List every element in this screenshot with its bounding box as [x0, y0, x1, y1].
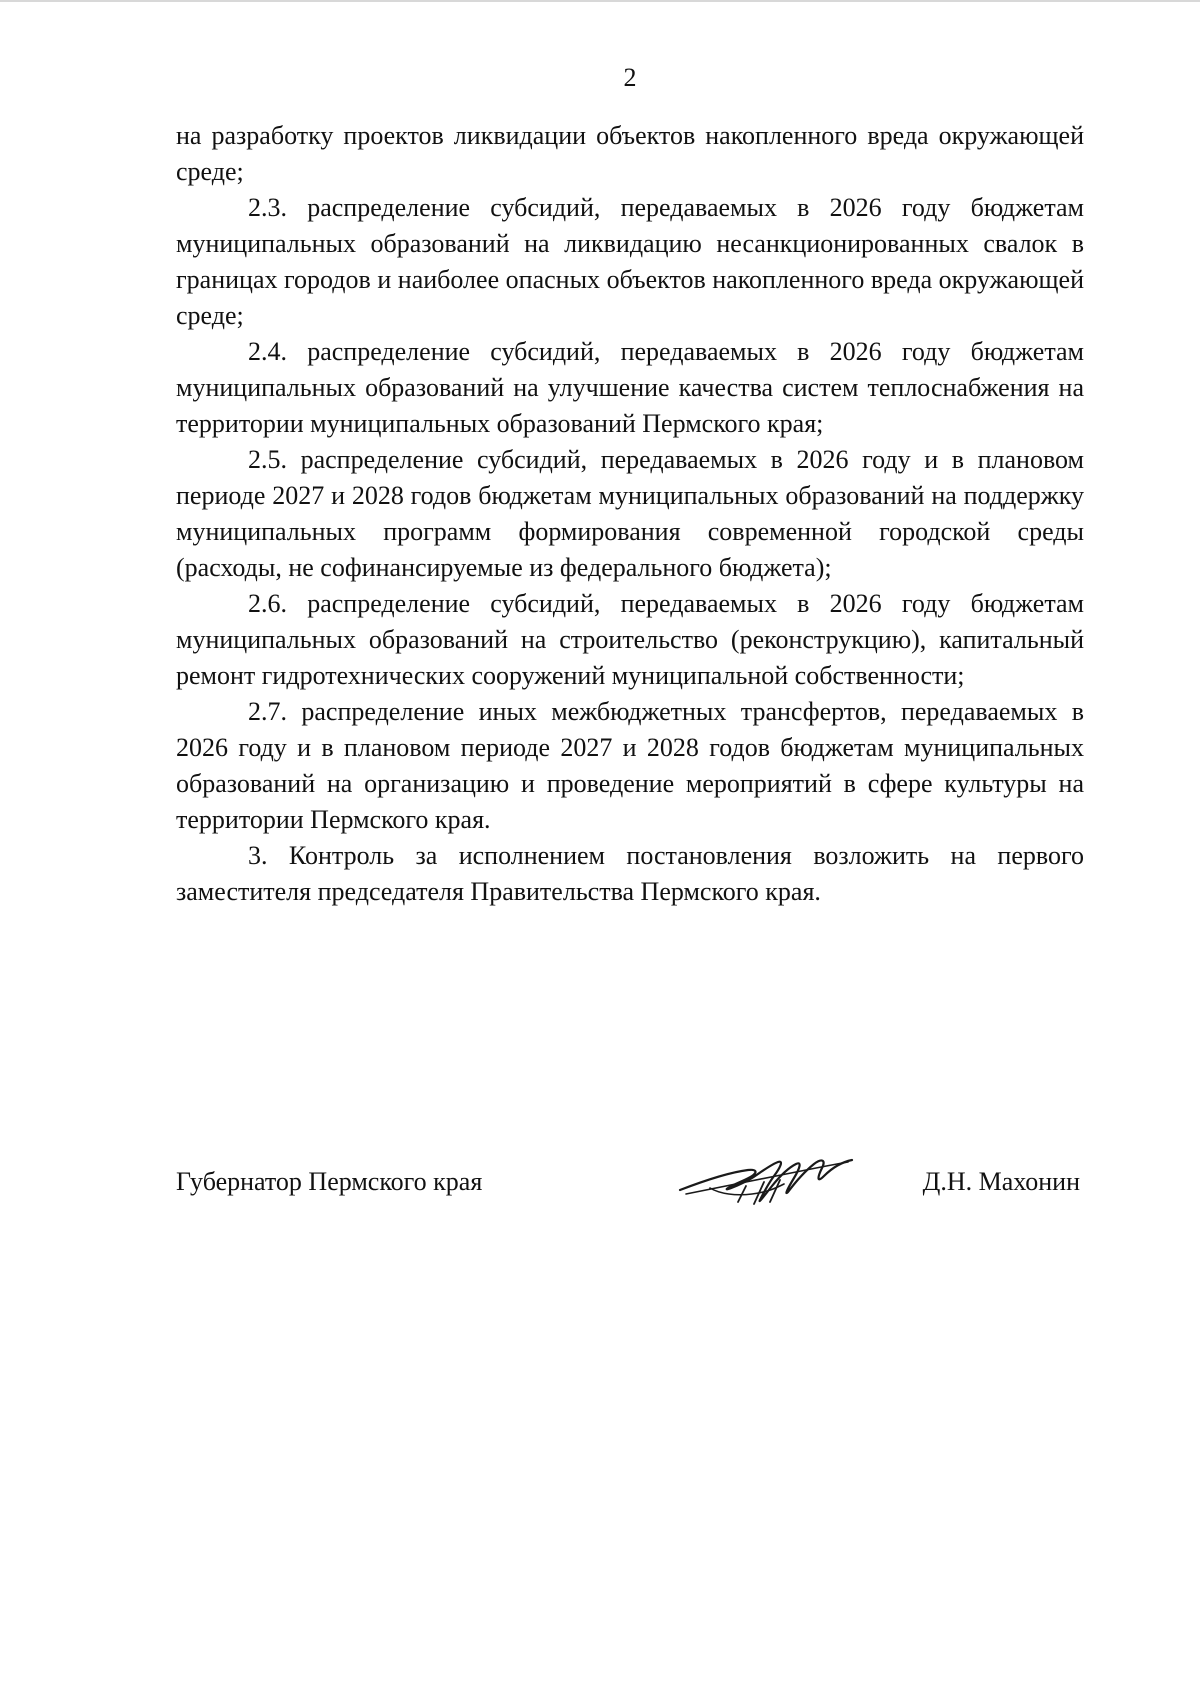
- paragraph-2-6: 2.6. распределение субсидий, передаваемых в 2026 году бюджетам муниципальных образований на строительство (реконструкцию), капитальный ремонт гидротехнических сооружений муниципальной собственности;: [176, 589, 1084, 690]
- paragraph-2-3: 2.3. распределение субсидий, передаваемых в 2026 году бюджетам муниципальных образований на ликвидацию несанкционированных свалок в границах городов и наиболее опасных объектов накопленного вреда окружающей среде;: [176, 193, 1084, 330]
- paragraph-3: 3. Контроль за исполнением постановления возложить на первого заместителя председателя Правительства Пермского края.: [176, 841, 1084, 906]
- signer-title: Губернатор Пермского края: [176, 1167, 483, 1196]
- paragraph-continuation: на разработку проектов ликвидации объектов накопленного вреда окружающей среде;: [176, 121, 1084, 186]
- paragraph-2-7: 2.7. распределение иных межбюджетных трансфертов, передаваемых в 2026 году и в плановом периоде 2027 и 2028 годов бюджетам муниципальных образований на организацию и проведение мероприятий в сфере культуры на территории Пермского края.: [176, 697, 1084, 834]
- page-number: 2: [623, 63, 637, 92]
- handwritten-signature: [676, 1150, 856, 1214]
- signature-block: [176, 1158, 1084, 1228]
- scan-edge-line: [0, 0, 1200, 2]
- paragraph-2-5: 2.5. распределение субсидий, передаваемых в 2026 году и в плановом периоде 2027 и 2028 годов бюджетам муниципальных образований на поддержку муниципальных программ формирования современной городской среды (расходы, не софинансируемые из федерального бюджета);: [176, 445, 1084, 582]
- signer-name: Д.Н. Махонин: [922, 1167, 1080, 1196]
- paragraph-2-4: 2.4. распределение субсидий, передаваемых в 2026 году бюджетам муниципальных образований на улучшение качества систем теплоснабжения на территории муниципальных образований Пермского края;: [176, 337, 1084, 438]
- document-body: [176, 118, 1084, 910]
